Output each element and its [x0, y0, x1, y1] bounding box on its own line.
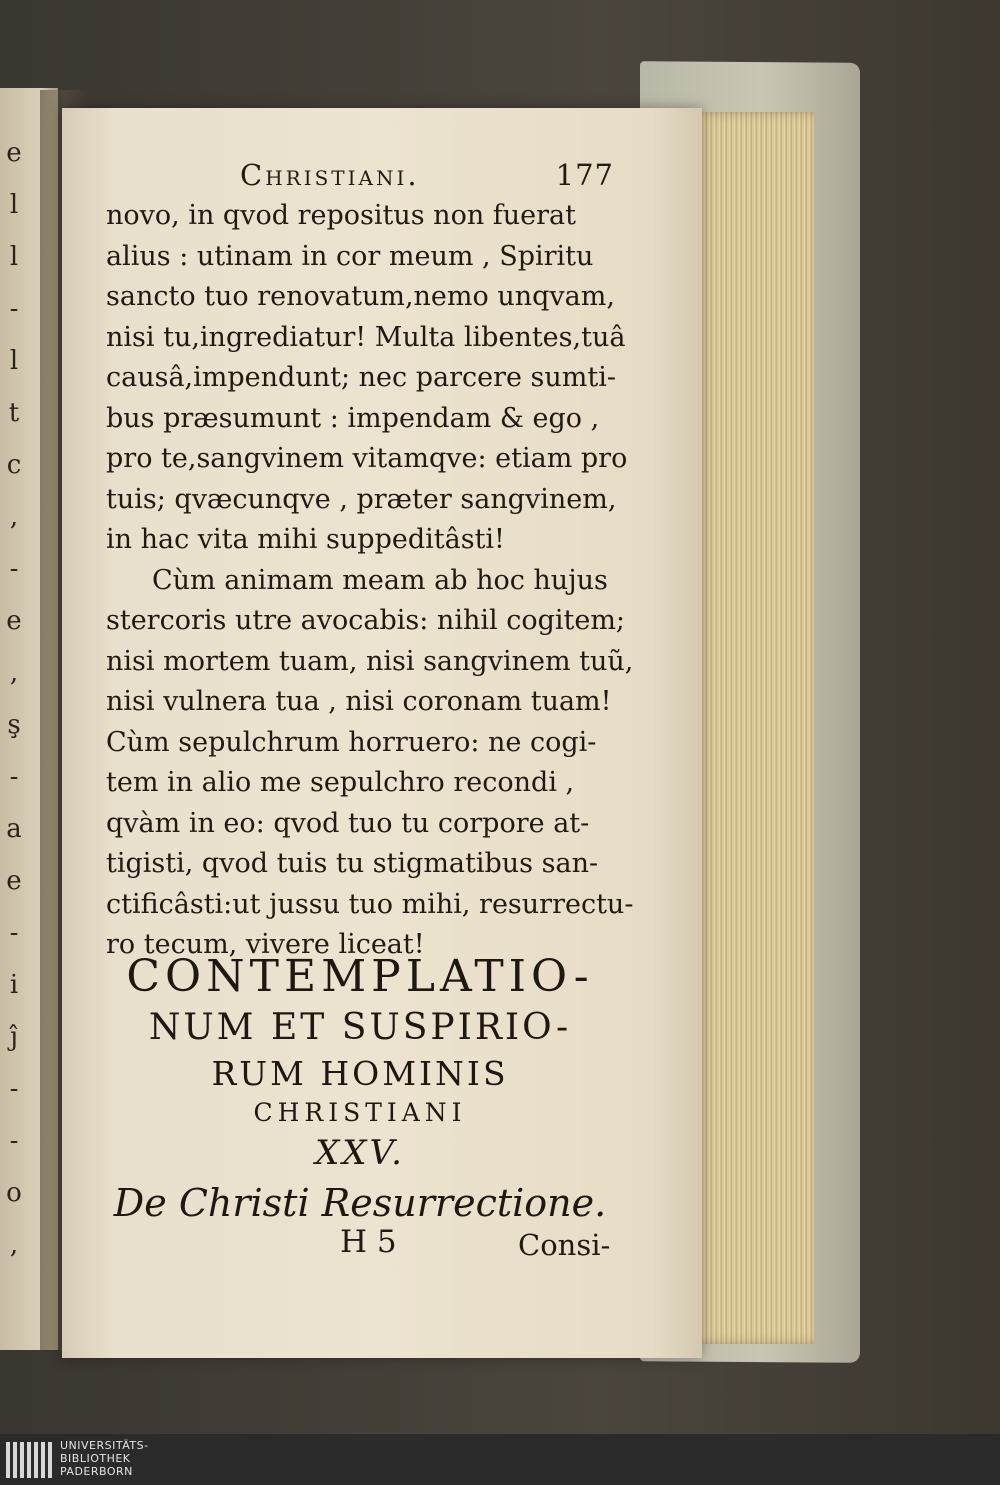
- text-line: novo, in qvod repositus non fuerat: [106, 200, 577, 231]
- left-page-fragment: c: [6, 450, 22, 480]
- left-page-fragment: -: [9, 554, 19, 584]
- text-line: tuis; qvæcunqve , præter sangvinem,: [106, 483, 617, 515]
- left-page-fragment: t: [8, 398, 20, 428]
- text-line: ctificâsti:ut jussu tuo mihi, resurrectu-: [106, 888, 634, 920]
- heading-line: CHRISTIANI: [253, 1098, 467, 1127]
- heading-line: CONTEMPLATIO-: [126, 951, 594, 1002]
- library-name-line: UNIVERSITÄTS-: [60, 1439, 149, 1452]
- body-text: [106, 196, 634, 966]
- text-line: nisi vulnera tua , nisi coronam tuam!: [106, 686, 612, 717]
- page-number: 177: [555, 158, 614, 192]
- left-page-fragment: -: [9, 294, 19, 324]
- running-head: [240, 158, 620, 194]
- text-line: Cùm sepulchrum horruero: ne cogi-: [106, 726, 597, 758]
- left-page-fragment: l: [9, 242, 19, 272]
- left-page-fragment: e: [6, 866, 22, 896]
- heading-number: XXV.: [315, 1133, 405, 1173]
- left-page-fragment: i: [9, 970, 19, 1000]
- left-page-fragment: -: [9, 1074, 19, 1104]
- library-logo-icon: [6, 1442, 52, 1478]
- catchword: Consi-: [518, 1228, 611, 1262]
- heading-subtitle: De Christi Resurrectione.: [113, 1181, 607, 1225]
- left-page-fragment: ,: [9, 1230, 19, 1260]
- heading-line: RUM HOMINIS: [211, 1054, 509, 1093]
- left-page-fragment: ,: [9, 658, 19, 688]
- text-line: tem in alio me sepulchro recondi ,: [106, 767, 575, 798]
- left-page-fragment: e: [6, 138, 22, 168]
- text-line: alius : utinam in cor meum , Spiritu: [106, 240, 594, 272]
- text-line: ro tecum, vivere liceat!: [106, 929, 425, 960]
- text-line: stercoris utre avocabis: nihil cogitem;: [106, 605, 626, 636]
- library-name-line: PADERBORN: [60, 1465, 133, 1478]
- text-line: nisi tu,ingrediatur! Multa libentes,tuâ: [106, 321, 626, 353]
- text-line: tigisti, qvod tuis tu stigmatibus san-: [106, 848, 599, 879]
- library-name-line: BIBLIOTHEK: [60, 1452, 131, 1465]
- heading-line: NUM ET SUSPIRIO-: [148, 1007, 572, 1048]
- left-page-fragment: ,: [9, 502, 19, 532]
- text-line: qvàm in eo: qvod tuo tu corpore at-: [106, 807, 590, 839]
- left-page-fragment: l: [9, 190, 19, 220]
- section-heading: [100, 950, 620, 1230]
- text-line: pro te,sangvinem vitamqve: etiam pro: [106, 443, 628, 474]
- left-page-fragment: -: [9, 762, 19, 792]
- signature-mark: H 5: [340, 1224, 397, 1260]
- left-page-fragment: l: [9, 346, 19, 376]
- text-line: nisi mortem tuam, nisi sangvinem tuũ,: [106, 645, 634, 677]
- left-page-fragment: o: [6, 1178, 22, 1208]
- text-line: causâ,impendunt; nec parcere sumti-: [106, 362, 617, 393]
- left-page-fragment: -: [9, 1126, 19, 1156]
- left-page-fragment: -: [9, 918, 19, 948]
- page-fore-edge: [688, 112, 814, 1344]
- text-line: Cùm animam meam ab hoc hujus: [152, 564, 608, 596]
- text-line: in hac vita mihi suppeditâsti!: [106, 524, 505, 555]
- running-head-title: Christiani.: [240, 158, 420, 192]
- left-page-fragment: a: [6, 814, 22, 844]
- left-page-fragment: ş: [7, 710, 21, 740]
- left-page-fragment: e: [6, 606, 22, 636]
- text-line: sancto tuo renovatum,nemo unqvam,: [106, 281, 615, 312]
- left-page-fragment: ĵ: [9, 1022, 19, 1052]
- text-line: bus præsumunt : impendam & ego ,: [106, 402, 600, 434]
- library-name: [60, 1439, 149, 1478]
- library-footer-bar: [0, 1434, 1000, 1485]
